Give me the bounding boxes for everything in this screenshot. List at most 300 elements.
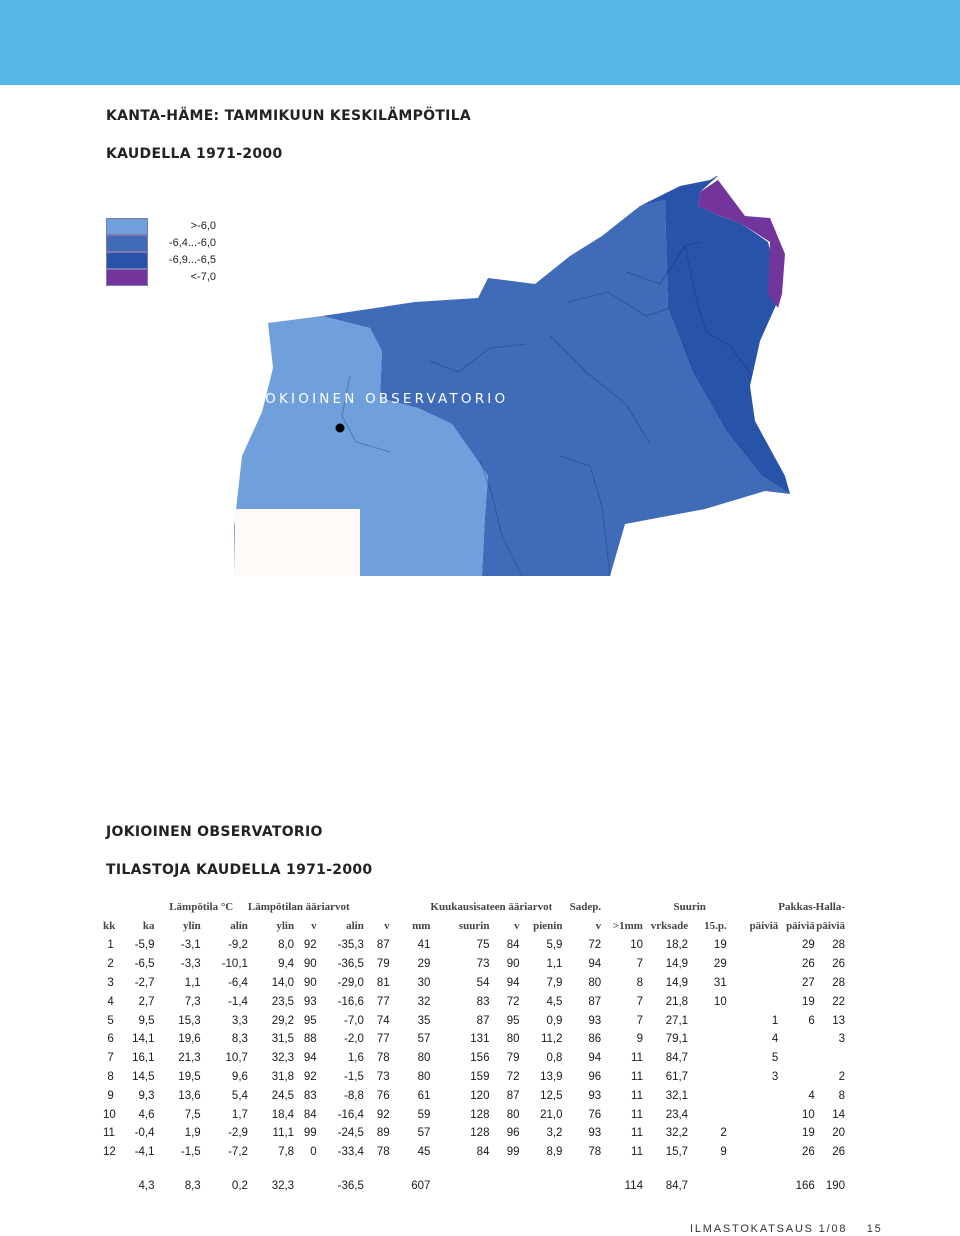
climate-stats-table [103, 898, 845, 1195]
table-cell: 76 [588, 1108, 602, 1121]
table-cell: 19 [802, 1127, 815, 1140]
table-cell: 11 [631, 1070, 643, 1083]
table-cell: -16,4 [337, 1108, 364, 1121]
table-cell: 13,9 [540, 1070, 563, 1083]
table-cell: 92 [376, 1108, 390, 1121]
table-cell: -6,5 [134, 958, 155, 971]
table-cell: 2 [720, 1127, 727, 1140]
table-cell: 24,5 [271, 1089, 295, 1102]
table-cell: 14,5 [132, 1070, 155, 1083]
table-cell: -16,6 [337, 995, 364, 1008]
table-cell: 7,8 [278, 1146, 295, 1159]
table-cell: 0,2 [231, 1179, 248, 1192]
table-row [103, 1068, 845, 1087]
table-cell: 75 [476, 939, 490, 952]
table-cell: 128 [470, 1127, 490, 1140]
table-cell: 79 [376, 958, 390, 971]
table-cell: 96 [588, 1070, 602, 1083]
table-cell: 1,6 [347, 1052, 364, 1065]
table-cell: -9,2 [228, 939, 248, 952]
table-cell: 3 [771, 1070, 779, 1083]
table-cell: 28 [832, 939, 845, 952]
table-cell: 15,3 [178, 1014, 201, 1027]
table-cell: 32,3 [271, 1179, 295, 1192]
table-cell [294, 1177, 317, 1196]
table-cell [727, 936, 779, 955]
legend-label: <-7,0 [190, 271, 216, 283]
table-row [103, 936, 845, 955]
table-header-row [103, 916, 845, 936]
table-cell: -2,7 [134, 976, 155, 989]
table-cell [815, 1049, 845, 1068]
table-cell: 1,1 [546, 958, 563, 971]
table-cell [778, 1068, 815, 1087]
table-cell: 80 [506, 1108, 520, 1121]
table-cell: Sadep. [569, 901, 602, 913]
table-cell: 1,9 [184, 1127, 201, 1140]
table-cell: 99 [303, 1127, 317, 1140]
table-cell: 8 [107, 1070, 114, 1083]
table-cell: 15.p. [704, 920, 727, 932]
table-cell: vrksade [650, 920, 689, 932]
table-header-row [103, 898, 845, 916]
table-cell: 11 [103, 1127, 115, 1140]
legend-swatch [106, 252, 148, 269]
table-cell: suurin [458, 920, 490, 932]
table-cell: 14,0 [271, 976, 295, 989]
table-cell: 1 [107, 939, 114, 952]
table-cell: 7 [107, 1052, 114, 1065]
table-cell: 28 [832, 976, 845, 989]
table-cell: 96 [506, 1127, 520, 1140]
table-cell: 2 [107, 958, 114, 971]
table-cell: 6 [107, 1033, 114, 1046]
table-cell: 74 [376, 1014, 390, 1027]
table-cell: 72 [588, 939, 602, 952]
table-cell: 4 [808, 1089, 815, 1102]
table-row [103, 1105, 845, 1124]
table-cell: 1,1 [184, 976, 201, 989]
table-cell: 9 [107, 1089, 114, 1102]
table-cell: 78 [376, 1146, 390, 1159]
table-cell [727, 955, 779, 974]
table-cell: -2,9 [228, 1127, 248, 1140]
table-cell: -7,2 [228, 1146, 248, 1159]
table-cell: 11 [631, 1052, 643, 1065]
legend-item [106, 252, 216, 269]
table-cell: 78 [588, 1146, 602, 1159]
table-cell: 87 [376, 939, 390, 952]
legend-swatch [106, 269, 148, 286]
table-cell: 93 [303, 995, 317, 1008]
table-cell: 10,7 [225, 1052, 248, 1065]
legend-label: -6,4...-6,0 [168, 237, 216, 249]
table-cell: ylin [182, 920, 201, 932]
table-cell: 16,1 [132, 1052, 155, 1065]
table-cell: 29 [713, 958, 727, 971]
table-cell: 13,6 [178, 1089, 201, 1102]
table-cell: 10 [802, 1108, 815, 1121]
table-cell: 7,3 [184, 995, 201, 1008]
table-cell: 77 [376, 1033, 390, 1046]
table-cell [489, 1177, 519, 1196]
stats-subtitle: TILASTOJA KAUDELLA 1971-2000 [106, 862, 373, 878]
table-cell: 26 [802, 958, 815, 971]
table-cell: 80 [417, 1052, 431, 1065]
table-cell: päiviä [816, 920, 845, 932]
table-cell [727, 1143, 779, 1162]
table-cell: 8 [838, 1089, 845, 1102]
table-cell: -10,1 [221, 958, 248, 971]
table-cell: 10 [713, 995, 727, 1008]
table-cell: 29,2 [271, 1014, 295, 1027]
table-cell: 156 [470, 1052, 490, 1065]
table-cell: 14 [832, 1108, 845, 1121]
table-cell [688, 1068, 727, 1087]
table-cell: 9,3 [138, 1089, 155, 1102]
table-cell: 8,3 [184, 1179, 201, 1192]
table-cell: 45 [417, 1146, 431, 1159]
table-cell: v [311, 920, 317, 932]
table-cell: 9,5 [138, 1014, 155, 1027]
table-cell: -3,3 [180, 958, 201, 971]
table-cell: 31 [713, 976, 727, 989]
table-cell: 5,9 [546, 939, 563, 952]
table-cell: pienin [533, 920, 563, 932]
table-cell: 19 [713, 939, 727, 952]
table-cell: 80 [506, 1033, 520, 1046]
table-cell: 7 [636, 1014, 643, 1027]
table-cell: 29 [802, 939, 815, 952]
table-cell [430, 1177, 489, 1196]
table-cell: ka [142, 920, 155, 932]
table-cell: 11 [631, 1108, 643, 1121]
table-cell [727, 974, 779, 993]
table-cell: 21,8 [665, 995, 689, 1008]
table-cell: 18,2 [665, 939, 689, 952]
table-cell: 11 [631, 1127, 643, 1140]
table-row [103, 1086, 845, 1105]
table-cell: 7,9 [546, 976, 563, 989]
table-cell: 57 [417, 1033, 431, 1046]
legend-label: -6,9...-6,5 [168, 254, 216, 266]
table-cell: 90 [303, 958, 317, 971]
table-cell: 19,6 [178, 1033, 201, 1046]
table-cell: -29,0 [337, 976, 364, 989]
table-row [103, 1011, 845, 1030]
table-cell: 32,2 [665, 1127, 689, 1140]
table-cell: 72 [506, 1070, 520, 1083]
table-cell: 94 [588, 1052, 602, 1065]
legend-item [106, 218, 216, 235]
table-cell: ylin [276, 920, 295, 932]
table-cell: 128 [470, 1108, 490, 1121]
table-cell: 18,4 [271, 1108, 295, 1121]
table-cell [778, 1030, 815, 1049]
table-cell: 61 [417, 1089, 431, 1102]
table-cell: mm [412, 920, 431, 932]
table-cell: Pakkas- [778, 901, 817, 913]
table-row [103, 955, 845, 974]
table-cell: 92 [303, 939, 317, 952]
table-cell: 11,1 [272, 1127, 295, 1140]
table-row [103, 1124, 845, 1143]
table-cell: 0,8 [546, 1052, 563, 1065]
table-cell: >1mm [612, 920, 643, 932]
table-cell: 120 [470, 1089, 490, 1102]
table-cell: 159 [470, 1070, 490, 1083]
table-cell: 27,1 [665, 1014, 689, 1027]
table-cell [688, 1030, 727, 1049]
table-cell: 131 [470, 1033, 490, 1046]
table-row [103, 974, 845, 993]
table-cell: 607 [411, 1179, 431, 1192]
table-cell: 6 [808, 1014, 815, 1027]
table-cell: 5 [771, 1052, 779, 1065]
table-cell: 54 [476, 976, 490, 989]
map-subtitle: KAUDELLA 1971-2000 [106, 146, 283, 162]
table-cell: 92 [303, 1070, 317, 1083]
table-cell: 72 [506, 995, 520, 1008]
table-cell: 73 [476, 958, 490, 971]
table-cell [727, 992, 779, 1011]
table-cell: 94 [303, 1052, 317, 1065]
table-cell: -2,0 [344, 1033, 364, 1046]
table-spacer [103, 1162, 845, 1177]
table-cell: 79 [506, 1052, 520, 1065]
table-cell: 23,4 [665, 1108, 689, 1121]
table-cell: 93 [588, 1014, 602, 1027]
table-cell: päiviä [749, 920, 779, 932]
table-cell [688, 1086, 727, 1105]
table-row [103, 1049, 845, 1068]
table-row [103, 1143, 845, 1162]
table-cell [688, 1177, 727, 1196]
table-cell: -24,5 [337, 1127, 364, 1140]
table-cell: 95 [303, 1014, 317, 1027]
table-cell: -8,8 [344, 1089, 364, 1102]
table-cell: 8,3 [231, 1033, 248, 1046]
table-cell: 4,5 [546, 995, 563, 1008]
table-row [103, 1030, 845, 1049]
table-cell: 86 [588, 1033, 602, 1046]
table-cell: -1,5 [180, 1146, 201, 1159]
table-cell: 5 [107, 1014, 114, 1027]
table-cell: 29 [417, 958, 431, 971]
table-cell: 32,3 [271, 1052, 295, 1065]
table-cell: -1,4 [228, 995, 248, 1008]
table-cell: 9 [636, 1033, 643, 1046]
table-cell: 21,0 [540, 1108, 563, 1121]
table-cell: 76 [376, 1089, 390, 1102]
table-cell [562, 1177, 601, 1196]
table-cell [727, 1124, 779, 1143]
table-cell [727, 1086, 779, 1105]
table-cell: 95 [506, 1014, 520, 1027]
table-cell: -36,5 [337, 1179, 364, 1192]
table-cell: Kuukausisateen ääriarvot [430, 901, 553, 913]
table-cell [727, 1177, 779, 1196]
table-cell: 19 [802, 995, 815, 1008]
legend-item [106, 269, 216, 286]
table-cell: 13 [832, 1014, 845, 1027]
table-cell: 2,7 [138, 995, 155, 1008]
table-cell: 61,7 [665, 1070, 689, 1083]
table-cell: Lämpötila °C [169, 901, 234, 913]
table-cell: 73 [376, 1070, 390, 1083]
table-cell: 2 [838, 1070, 845, 1083]
table-cell: 10 [630, 939, 643, 952]
table-cell: 5,4 [231, 1089, 248, 1102]
table-cell: 84,7 [665, 1052, 689, 1065]
table-cell: 22 [832, 995, 845, 1008]
table-cell: 81 [376, 976, 390, 989]
table-cell: päiviä [786, 920, 815, 932]
table-cell: -4,1 [134, 1146, 155, 1159]
table-cell: 11,2 [540, 1033, 563, 1046]
table-cell: 8,0 [278, 939, 295, 952]
table-cell: 93 [588, 1089, 602, 1102]
table-cell: 3,2 [546, 1127, 563, 1140]
table-cell: 84 [476, 1146, 490, 1159]
table-cell: 190 [825, 1179, 845, 1192]
table-cell: -7,0 [344, 1014, 364, 1027]
table-cell: 114 [624, 1179, 643, 1192]
table-cell: 14,9 [665, 976, 689, 989]
table-cell: 84,7 [665, 1179, 689, 1192]
table-cell: 94 [506, 976, 520, 989]
table-cell: Halla- [815, 901, 845, 913]
table-cell: 83 [476, 995, 490, 1008]
stats-title: JOKIOINEN OBSERVATORIO [106, 824, 323, 840]
table-cell: 19,5 [178, 1070, 201, 1083]
table-cell: 87 [588, 995, 602, 1008]
table-cell: 93 [588, 1127, 602, 1140]
header-band [0, 0, 960, 85]
table-cell: alin [346, 920, 364, 932]
table-cell: 3 [107, 976, 114, 989]
table-cell: -6,4 [228, 976, 248, 989]
table-cell: -36,5 [337, 958, 364, 971]
table-cell: 8,9 [546, 1146, 563, 1159]
table-cell: 78 [376, 1052, 390, 1065]
table-cell: 23,5 [271, 995, 295, 1008]
table-cell: 94 [588, 958, 602, 971]
observatory-marker [336, 424, 345, 433]
table-cell: 3 [838, 1033, 845, 1046]
table-cell: 90 [303, 976, 317, 989]
table-cell [727, 1105, 779, 1124]
table-cell: 88 [303, 1033, 317, 1046]
table-cell: 0,9 [546, 1014, 563, 1027]
legend-swatch [106, 235, 148, 252]
table-cell: v [595, 920, 602, 932]
table-cell: -35,3 [337, 939, 364, 952]
table-cell: 14,9 [665, 958, 689, 971]
table-cell: 7 [636, 958, 643, 971]
table-cell: 20 [832, 1127, 845, 1140]
table-cell: 15,7 [665, 1146, 689, 1159]
legend-label: >-6,0 [190, 220, 216, 232]
table-cell: 4,6 [138, 1108, 155, 1121]
table-row [103, 992, 845, 1011]
table-cell [688, 1105, 727, 1124]
table-cell [103, 1177, 114, 1196]
table-cell: 26 [832, 1146, 845, 1159]
table-cell: kk [103, 920, 116, 932]
table-cell: 4,3 [138, 1179, 155, 1192]
table-cell: 87 [476, 1014, 490, 1027]
table-cell: 10 [103, 1108, 116, 1121]
table-cell: 83 [303, 1089, 317, 1102]
page-footer: ILMASTOKATSAUS 1/08 15 [690, 1223, 883, 1235]
table-cell: 87 [506, 1089, 520, 1102]
table-cell: alin [230, 920, 248, 932]
table-cell: 80 [588, 976, 602, 989]
table-cell: 7,5 [184, 1108, 201, 1121]
table-cell: 21,3 [178, 1052, 201, 1065]
table-cell: 11 [631, 1146, 643, 1159]
region-map-svg [230, 176, 810, 576]
map-title: KANTA-HÄME: TAMMIKUUN KESKILÄMPÖTILA [106, 108, 472, 124]
table-cell: v [514, 920, 520, 932]
table-cell: 30 [417, 976, 431, 989]
table-cell: 41 [417, 939, 431, 952]
table-cell: 9 [720, 1146, 727, 1159]
legend-item [106, 235, 216, 252]
table-cell: 99 [506, 1146, 520, 1159]
table-cell: 3,3 [231, 1014, 248, 1027]
table-cell: 57 [417, 1127, 431, 1140]
table-cell: 31,5 [271, 1033, 295, 1046]
map-station-label: JOKIOINEN OBSERVATORIO [258, 391, 509, 407]
table-cell [103, 898, 114, 916]
table-cell: 84 [303, 1108, 317, 1121]
table-cell: 26 [832, 958, 845, 971]
table-cell: 12 [103, 1146, 116, 1159]
table-cell: 11 [631, 1089, 643, 1102]
table-cell: 9,4 [278, 958, 295, 971]
table-cell: 35 [417, 1014, 431, 1027]
table-cell: 8 [636, 976, 643, 989]
table-cell: -5,9 [134, 939, 155, 952]
table-cell [778, 1049, 815, 1068]
table-cell: -3,1 [180, 939, 201, 952]
table-cell: Suurin [673, 901, 706, 913]
table-cell: 79,1 [665, 1033, 689, 1046]
table-cell: v [384, 920, 390, 932]
table-cell: 77 [376, 995, 390, 1008]
table-cell: 0 [310, 1146, 317, 1159]
table-cell: 7 [636, 995, 643, 1008]
table-cell: 84 [506, 939, 520, 952]
table-cell: 4 [107, 995, 114, 1008]
table-total-row [103, 1177, 845, 1196]
table-cell: 9,6 [231, 1070, 248, 1083]
table-cell: 90 [506, 958, 520, 971]
table-cell: 4 [771, 1033, 779, 1046]
table-cell: 166 [795, 1179, 815, 1192]
table-cell: 26 [802, 1146, 815, 1159]
table-cell: 31,8 [271, 1070, 295, 1083]
table-cell: 1,7 [231, 1108, 248, 1121]
table-cell: 80 [417, 1070, 431, 1083]
table-cell: -33,4 [337, 1146, 364, 1159]
table-cell: 27 [802, 976, 815, 989]
table-cell: -1,5 [344, 1070, 364, 1083]
table-cell [688, 1011, 727, 1030]
legend-swatch [106, 218, 148, 235]
